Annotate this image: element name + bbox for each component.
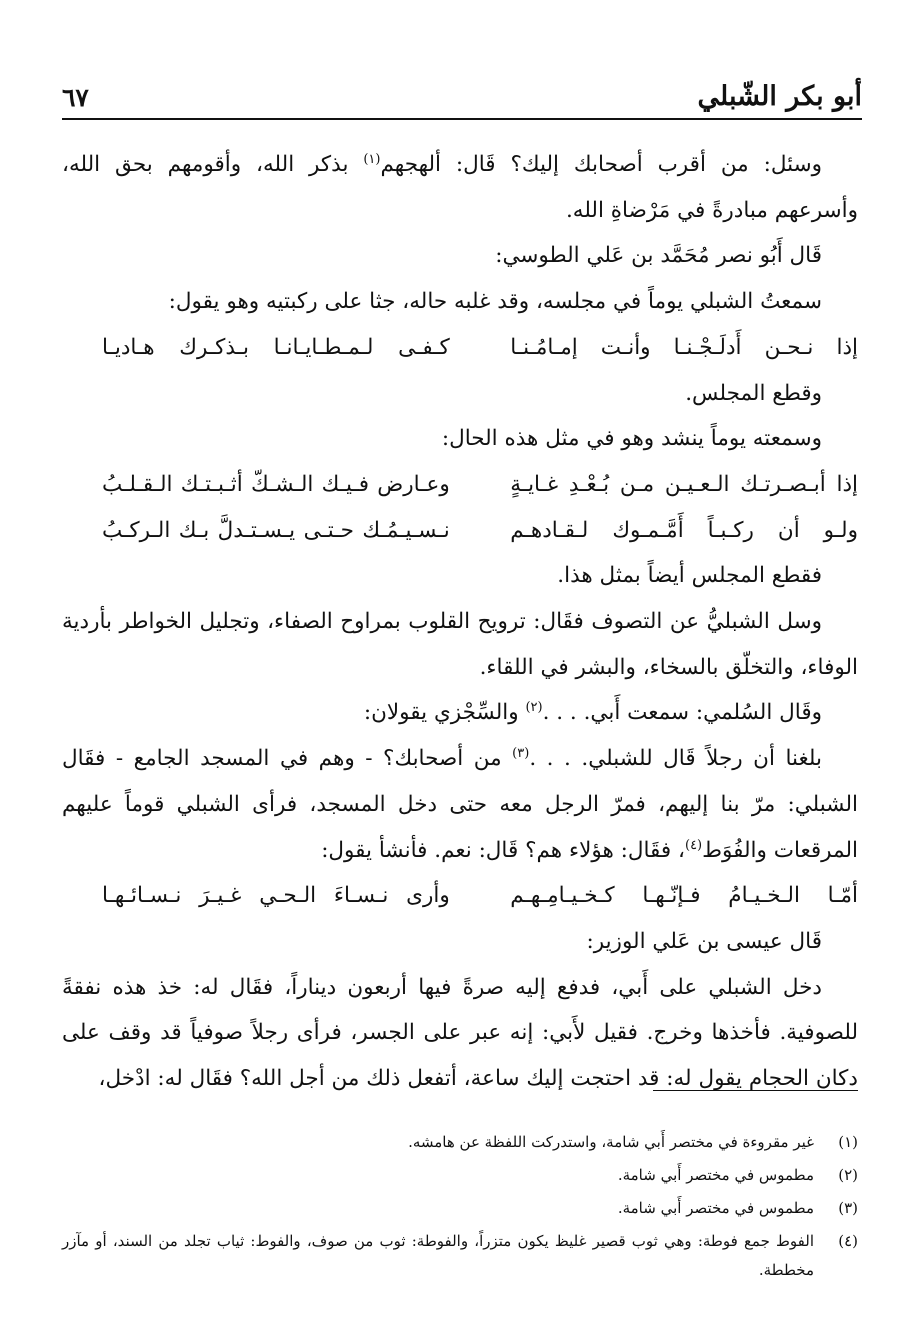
paragraph: دخل الشبلي على أَبي، فدفع إليه صرةً فيها أربعون ديناراً، فقَال له: خذ هذه نفقةً للصوفية. فأخذها وخرج. فقيل لأَبي: إنه عبر على الجسر، فرأى رجلاً صوفياً قد وقف على دكان الحجام يقول له: قد احتجت إليك ساعة، أتفعل ذلك من أجل الله؟ فقَال له: ادْخل،: [62, 974, 858, 1092]
footnote-rule: [653, 1090, 858, 1091]
paragraph: فقطع المجلس أيضاً بمثل هذا.: [557, 563, 822, 589]
verse-line: [62, 325, 858, 371]
verse-hemistich: نـسـيـمُـك حـتـى يـسـتـدلَّ بـك الـركـبُ: [102, 517, 450, 543]
verse-hemistich: وأرى نـسـاءَ الـحـي غـيـرَ نـسـائـهـا: [102, 883, 450, 909]
paragraph: بلغنا أن رجلاً قَال للشبلي. . . .$^{(٣)}$ من أصحابك؟ - وهم في المسجد الجامع - فقَال الشبلي: مرّ بنا إليهم، فمرّ الرجل معه حتى دخل المسجد، فرأى الشبلي قوماً عليهم المرقعات والفُوَط$^{(٤)}$، فقَال: هؤلاء هم؟ قَال: نعم. فأنشأ يقول:: [62, 745, 858, 863]
verse-hemistich: كـفـى لـمـطـايـانـا بـذكـرك هـاديـا: [102, 334, 450, 360]
verse-hemistich: ولـو أن ركـبـاً أَمَّـمـوك لـقـادهـم: [510, 517, 858, 543]
footnote-ref: (٣): [512, 745, 530, 761]
paragraph: وسئل: من أقرب أصحابك إليك؟ قَال: ألهجهم$^{(١)}$ بذكر الله، وأقومهم بحق الله، وأسرعهم مبادرةً في مَرْضاةِ الله.: [62, 151, 858, 223]
footnote: [62, 1128, 858, 1157]
verse-hemistich: أمّـا الـخـيـامُ فـإنّـهـا كـخـيـامِـهـم: [510, 883, 858, 909]
header-rule: [62, 118, 862, 120]
footnote-text: الفوط جمع فوطة: وهي ثوب قصير غليظ يكون متزراً، والفوطة: ثوب من صوف، والفوط: ثياب تجلد من السند، أو مآزر مخططة.: [62, 1232, 814, 1279]
verse-hemistich: إذا أبـصـرتـك الـعـيـن مـن بُـعْـدِ غـايـةٍ: [510, 471, 858, 497]
footnote-number: (٢): [838, 1166, 858, 1184]
verse-line: [62, 462, 858, 508]
footnotes: [62, 1128, 858, 1289]
paragraph: وسمعته يوماً ينشد وهو في مثل هذه الحال:: [441, 426, 822, 452]
page-number: ٦٧: [62, 83, 89, 112]
verse-line: [62, 508, 858, 554]
verse-line: [62, 873, 858, 919]
footnote-text: غير مقروءة في مختصر أَبي شامة، واستدركت اللفظة عن هامشه.: [408, 1133, 814, 1151]
paragraph: وسل الشبليُّ عن التصوف فقَال: ترويح القلوب بمراوح الصفاء، وتجليل الخواطر بأردية الوفاء، والتخلّق بالسخاء، والبشر في اللقاء.: [62, 609, 858, 680]
footnote: [62, 1161, 858, 1190]
paragraph: قَال عيسى بن عَلي الوزير:: [586, 928, 822, 954]
footnote-number: (١): [838, 1133, 858, 1151]
footnote-ref: (٢): [525, 700, 543, 716]
footnote-text: مطموس في مختصر أَبي شامة.: [617, 1166, 814, 1184]
footnote: [62, 1194, 858, 1223]
footnote-ref: (١): [363, 151, 381, 167]
paragraph: وقطع المجلس.: [685, 380, 822, 406]
footnote-text: مطموس في مختصر أَبي شامة.: [617, 1199, 814, 1217]
verse-hemistich: إذا نـحـن أَدلَـجْـنـا وأنـت إمـامُـنـا: [510, 334, 858, 360]
footnote-number: (٣): [838, 1199, 858, 1217]
running-header: [62, 72, 862, 112]
footnote-ref: (٤): [684, 837, 703, 853]
paragraph: قَال أَبُو نصر مُحَمَّد بن عَلي الطوسي:: [495, 243, 822, 269]
running-title: أبو بكر الشّبلي: [697, 81, 862, 112]
paragraph: سمعتُ الشبلي يوماً في مجلسه، وقد غلبه حاله، جثا على ركبتيه وهو يقول:: [168, 289, 822, 315]
paragraph: وقَال السُلمي: سمعت أَبي. . . .$^{(٢)}$ والسِّجْزي يقولان:: [363, 700, 822, 726]
footnote-number: (٤): [838, 1232, 858, 1250]
footnote: [62, 1227, 858, 1285]
main-text: [62, 142, 858, 1102]
verse-hemistich: وعـارض فـيـك الـشـكّ أثـبـتـك الـقـلـبُ: [102, 471, 450, 497]
